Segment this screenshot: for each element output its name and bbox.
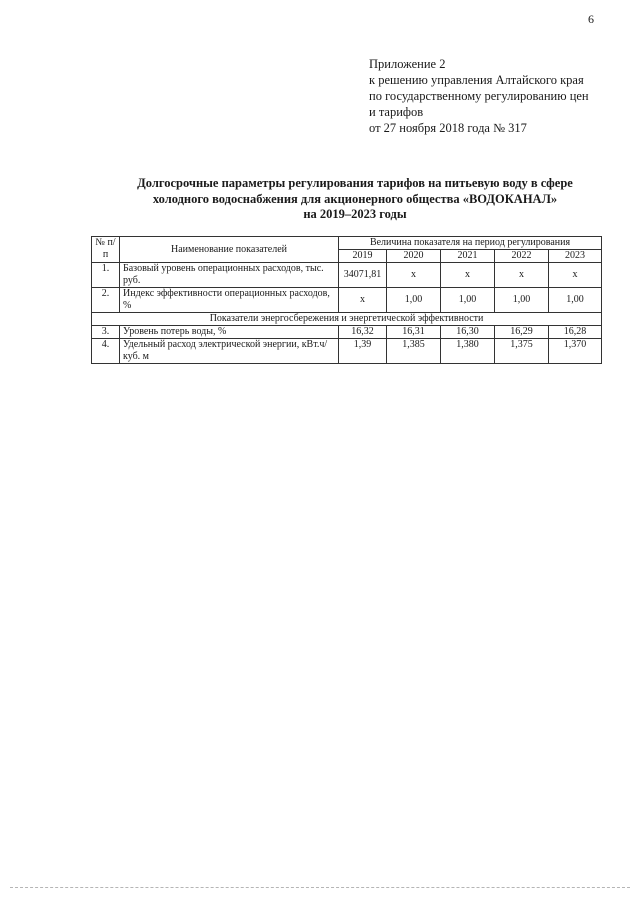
header-num: № п/п bbox=[92, 237, 120, 263]
header-year: 2023 bbox=[549, 250, 602, 263]
row-value: х bbox=[441, 263, 495, 288]
table-row bbox=[92, 288, 602, 313]
row-num: 2. bbox=[92, 288, 120, 313]
table-header-row bbox=[92, 237, 602, 250]
header-year: 2019 bbox=[339, 250, 387, 263]
row-num: 4. bbox=[92, 339, 120, 364]
row-value: 1,380 bbox=[441, 339, 495, 364]
header-year: 2021 bbox=[441, 250, 495, 263]
row-value: 1,00 bbox=[495, 288, 549, 313]
header-value: Величина показателя на период регулирования bbox=[339, 237, 602, 250]
table-row bbox=[92, 326, 602, 339]
document-title bbox=[100, 176, 610, 223]
header-year: 2020 bbox=[387, 250, 441, 263]
row-value: х bbox=[387, 263, 441, 288]
row-name: Уровень потерь воды, % bbox=[120, 326, 339, 339]
appendix-line: по государственному регулированию цен bbox=[369, 89, 589, 103]
appendix-header bbox=[369, 56, 589, 136]
header-name: Наименование показателей bbox=[120, 237, 339, 263]
appendix-line: от 27 ноября 2018 года № 317 bbox=[369, 121, 527, 135]
parameters-table bbox=[91, 236, 602, 364]
row-name: Удельный расход электрической энергии, кВт.ч/куб. м bbox=[120, 339, 339, 364]
row-value: х bbox=[495, 263, 549, 288]
appendix-line: Приложение 2 bbox=[369, 57, 446, 71]
row-num: 3. bbox=[92, 326, 120, 339]
row-value: 16,29 bbox=[495, 326, 549, 339]
row-name: Базовый уровень операционных расходов, тыс. руб. bbox=[120, 263, 339, 288]
row-value: 16,28 bbox=[549, 326, 602, 339]
row-value: 16,30 bbox=[441, 326, 495, 339]
row-value: 34071,81 bbox=[339, 263, 387, 288]
title-line: холодного водоснабжения для акционерного общества «ВОДОКАНАЛ» bbox=[152, 191, 558, 206]
title-line: Долгосрочные параметры регулирования тарифов на питьевую воду в сфере bbox=[137, 176, 573, 190]
row-value: х bbox=[339, 288, 387, 313]
row-value: х bbox=[549, 263, 602, 288]
row-value: 1,00 bbox=[549, 288, 602, 313]
page-number: 6 bbox=[588, 12, 594, 26]
title-line: на 2019–2023 годы bbox=[303, 207, 407, 221]
section-title: Показатели энергосбережения и энергетической эффективности bbox=[92, 313, 602, 326]
row-value: 1,00 bbox=[441, 288, 495, 313]
row-value: 1,375 bbox=[495, 339, 549, 364]
row-value: 16,31 bbox=[387, 326, 441, 339]
table-row bbox=[92, 263, 602, 288]
row-num: 1. bbox=[92, 263, 120, 288]
row-name: Индекс эффективности операционных расходов, % bbox=[120, 288, 339, 313]
scan-edge-divider bbox=[10, 887, 630, 888]
row-value: 1,370 bbox=[549, 339, 602, 364]
row-value: 1,00 bbox=[387, 288, 441, 313]
appendix-line: и тарифов bbox=[369, 105, 424, 119]
row-value: 1,39 bbox=[339, 339, 387, 364]
table-row bbox=[92, 339, 602, 364]
header-year: 2022 bbox=[495, 250, 549, 263]
row-value: 16,32 bbox=[339, 326, 387, 339]
row-value: 1,385 bbox=[387, 339, 441, 364]
appendix-line: к решению управления Алтайского края bbox=[369, 73, 584, 87]
table-section-row bbox=[92, 313, 602, 326]
